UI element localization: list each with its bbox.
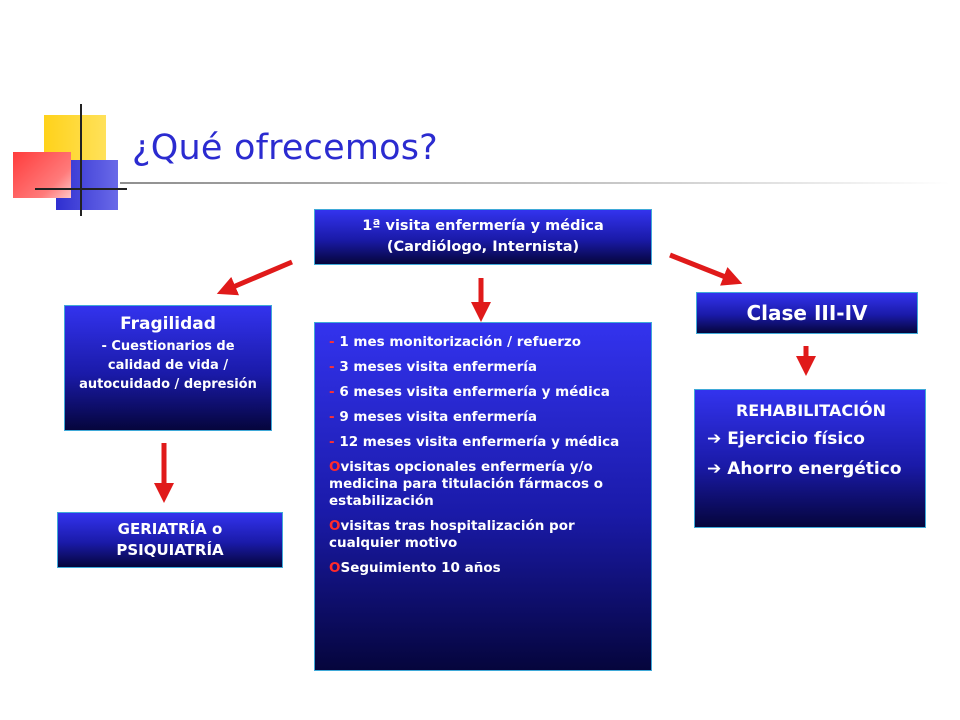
followup-list [329,334,641,577]
fragility-heading: Fragilidad [120,314,216,334]
followup-item [329,560,641,577]
followup-text: 9 meses visita enfermería [339,409,537,425]
rehab-item [707,428,915,450]
right-arrow-icon: ➔ [707,459,722,479]
followup-marker: - [329,334,340,350]
rehab-item [707,458,915,480]
class-box [696,292,918,334]
arrow-right-icon [670,255,733,280]
followup-item [329,409,641,426]
fragility-box [64,305,272,431]
followup-marker: - [329,359,340,375]
first-visit-line2: (Cardiólogo, Internista) [386,239,580,255]
followup-marker: - [329,434,340,450]
followup-text: 12 meses visita enfermería y médica [339,434,620,450]
page-title: ¿Qué ofrecemos? [132,128,438,168]
followup-item [329,359,641,376]
followup-item [329,384,641,401]
followup-box [314,322,652,671]
followup-item [329,518,641,552]
first-visit-line1: 1ª visita enfermería y médica [362,218,604,234]
followup-item [329,434,641,451]
geriatrics-line1: GERIATRÍA o [117,520,223,538]
followup-item [329,459,641,510]
followup-text: 6 meses visita enfermería y médica [339,384,610,400]
followup-text: 1 mes monitorización / refuerzo [339,334,582,350]
fragility-text: - Cuestionarios de calidad de vida / autocuidado / depresión [79,339,257,392]
followup-text: Seguimiento 10 años [340,560,501,576]
followup-marker: - [329,409,340,425]
followup-marker: - [329,384,340,400]
rehab-items [707,428,915,480]
rehab-item-label: Ahorro energético [727,459,902,479]
right-arrow-icon: ➔ [707,429,722,449]
followup-item [329,334,641,351]
followup-text: visitas tras hospitalización por cualquier motivo [329,518,575,551]
rehab-heading: REHABILITACIÓN [735,401,887,420]
followup-text: 3 meses visita enfermería [339,359,537,375]
rehab-box [694,389,926,528]
geriatrics-line2: PSIQUIATRÍA [116,541,224,559]
rehab-item-label: Ejercicio físico [727,429,865,449]
followup-marker: O [329,459,341,475]
geriatrics-box [57,512,283,568]
class-label: Clase III-IV [746,301,868,325]
arrow-left-icon [226,262,292,290]
followup-marker: O [329,518,341,534]
followup-text: visitas opcionales enfermería y/o medicina para titulación fármacos o estabilización [329,459,604,509]
followup-marker: O [329,560,341,576]
